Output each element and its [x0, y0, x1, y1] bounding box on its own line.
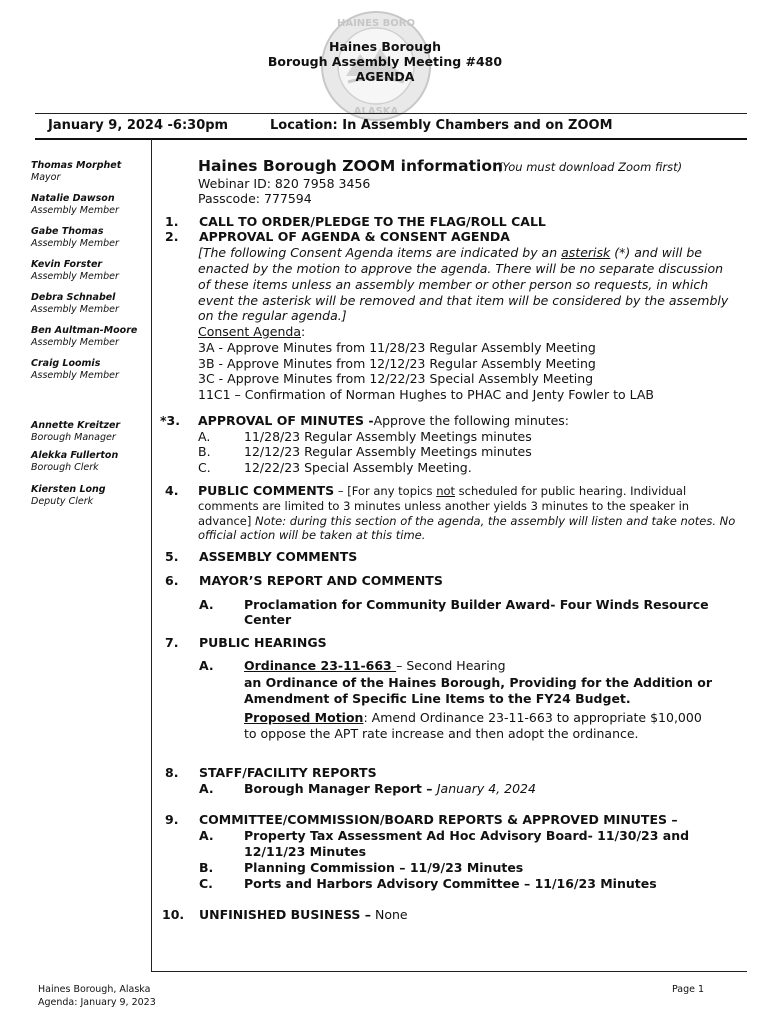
- member-title: Assembly Member: [31, 304, 119, 315]
- zoom-title: Haines Borough ZOOM information: [198, 157, 504, 175]
- ordinance-line: [244, 658, 506, 674]
- minutes-item: 11/28/23 Regular Assembly Meetings minutes: [244, 429, 532, 444]
- footer-page-number: Page 1: [672, 984, 705, 995]
- member-title: Assembly Member: [31, 370, 119, 381]
- member-name: Alekka Fullerton: [31, 450, 119, 461]
- ordinance-title-line: an Ordinance of the Haines Borough, Providing for the Addition or: [244, 675, 713, 690]
- ordinance-number: Ordinance 23-11-663: [244, 658, 397, 673]
- text: – Second Hearing: [396, 658, 506, 673]
- item-number: 9.: [165, 812, 179, 827]
- minutes-letter: C.: [198, 460, 211, 475]
- item-title: PUBLIC COMMENTS: [198, 483, 335, 498]
- item-title: CALL TO ORDER/PLEDGE TO THE FLAG/ROLL CALL: [199, 214, 546, 229]
- member-name: Craig Loomis: [31, 358, 101, 369]
- minutes-letter: B.: [198, 444, 211, 459]
- sub-letter: A.: [199, 658, 214, 673]
- top-rule: [35, 113, 747, 114]
- text: scheduled for public hearing. Individual: [455, 484, 687, 498]
- header-meeting: Borough Assembly Meeting #480: [267, 54, 503, 69]
- ordinance-title-line: Amendment of Specific Line Items to the FY24 Budget.: [244, 691, 631, 706]
- member-name: Natalie Dawson: [31, 193, 115, 204]
- member-name: Thomas Morphet: [31, 160, 122, 171]
- member-title: Assembly Member: [31, 238, 119, 249]
- zoom-note: (You must download Zoom first): [498, 160, 683, 174]
- member-name: Gabe Thomas: [31, 226, 104, 237]
- minutes-letter: A.: [198, 429, 211, 444]
- sub-letter: A.: [199, 781, 214, 796]
- member-title: Assembly Member: [31, 337, 119, 348]
- meeting-date: January 9, 2024 -6:30pm: [48, 118, 229, 133]
- text: : Amend Ordinance 23-11-663 to appropriate $10,000: [363, 710, 702, 725]
- consent-item: 3A - Approve Minutes from 11/28/23 Regular Assembly Meeting: [198, 340, 596, 355]
- consent-description: [198, 245, 702, 261]
- consent-item: 11C1 – Confirmation of Norman Hughes to PHAC and Jenty Fowler to LAB: [198, 387, 654, 402]
- member-name: Ben Aultman-Moore: [31, 325, 138, 336]
- proclamation-line: Center: [244, 612, 292, 627]
- member-title: Borough Clerk: [31, 462, 99, 473]
- bottom-rule: [151, 971, 747, 972]
- zoom-webinar-id: Webinar ID: 820 7958 3456: [198, 176, 371, 191]
- item-number: 1.: [165, 214, 179, 229]
- item-number: *3.: [160, 413, 180, 428]
- consent-description-line: of these items unless an assembly member or other person so requests, in which: [198, 277, 709, 292]
- item-number: 8.: [165, 765, 179, 780]
- public-comments-line: [198, 483, 686, 499]
- item-title: UNFINISHED BUSINESS –: [199, 907, 372, 922]
- svg-text:HAINES BORO: HAINES BORO: [336, 18, 416, 29]
- item-number: 7.: [165, 635, 179, 650]
- item-title: MAYOR’S REPORT AND COMMENTS: [199, 573, 443, 588]
- item-title: APPROVAL OF MINUTES -: [198, 413, 374, 428]
- member-title: Mayor: [31, 172, 61, 183]
- header-rule: [35, 138, 747, 140]
- proposed-motion-line: [244, 710, 702, 726]
- note-text: Note: during this section of the agenda, the assembly will listen and take notes. No: [255, 514, 736, 528]
- item-number: 4.: [165, 483, 179, 498]
- member-name: Kevin Forster: [31, 259, 103, 270]
- member-title: Deputy Clerk: [31, 496, 94, 507]
- public-comments-line: comments are limited to 3 minutes unless another yields 3 minutes to the speaker in: [198, 499, 690, 513]
- desc-text: (*) and will be: [610, 245, 702, 260]
- committee-report: Ports and Harbors Advisory Committee – 11/16/23 Minutes: [244, 876, 657, 891]
- zoom-passcode: Passcode: 777594: [198, 191, 312, 206]
- consent-description-line: on the regular agenda.]: [198, 308, 347, 323]
- item-number: 10.: [162, 907, 185, 922]
- item-title: APPROVAL OF AGENDA & CONSENT AGENDA: [199, 229, 510, 244]
- report-title: Borough Manager Report –: [244, 781, 437, 796]
- proclamation-line: Proclamation for Community Builder Award- Four Winds Resource: [244, 597, 709, 612]
- minutes-item: 12/22/23 Special Assembly Meeting.: [244, 460, 472, 475]
- item-title: COMMITTEE/COMMISSION/BOARD REPORTS & APPROVED MINUTES –: [199, 812, 678, 827]
- member-name: Debra Schnabel: [31, 292, 116, 303]
- consent-description-line: event the asterisk will be removed and that item will be considered by the assembly: [198, 293, 729, 308]
- text: – [For any topics: [334, 484, 437, 498]
- member-title: Assembly Member: [31, 205, 119, 216]
- item-rest: Approve the following minutes:: [373, 413, 570, 428]
- sub-letter: A.: [199, 597, 214, 612]
- svg-text:ALASKA: ALASKA: [353, 106, 399, 117]
- member-title: Borough Manager: [31, 432, 116, 443]
- desc-asterisk-word: asterisk: [561, 245, 611, 260]
- not-word: not: [436, 484, 456, 498]
- consent-description-line: enacted by the motion to approve the agenda. There will be no separate discussion: [198, 261, 724, 276]
- item-number: 2.: [165, 229, 179, 244]
- item-number: 6.: [165, 573, 179, 588]
- consent-item: 3C - Approve Minutes from 12/22/23 Special Assembly Meeting: [198, 371, 594, 386]
- report-date: January 4, 2024: [436, 781, 536, 796]
- item-title-line: [198, 413, 569, 429]
- public-comments-line: official action will be taken at this time.: [198, 528, 426, 542]
- item-rest: None: [371, 907, 408, 922]
- member-title: Assembly Member: [31, 271, 119, 282]
- minutes-item: 12/12/23 Regular Assembly Meetings minutes: [244, 444, 532, 459]
- sub-letter: A.: [199, 828, 214, 843]
- consent-label: Consent Agenda: [198, 324, 301, 339]
- text: advance]: [198, 514, 256, 528]
- manager-report-line: [244, 781, 536, 797]
- item-number: 5.: [165, 549, 179, 564]
- item-title: STAFF/FACILITY REPORTS: [199, 765, 377, 780]
- item-title: PUBLIC HEARINGS: [199, 635, 327, 650]
- meeting-location: Location: In Assembly Chambers and on ZOOM: [270, 118, 613, 133]
- item-title: ASSEMBLY COMMENTS: [199, 549, 358, 564]
- proposed-motion-label: Proposed Motion: [244, 710, 364, 725]
- sub-letter: B.: [199, 860, 214, 875]
- sub-letter: C.: [199, 876, 213, 891]
- header-title: Haines Borough: [329, 39, 441, 54]
- header-agenda: AGENDA: [355, 69, 415, 84]
- colon: :: [301, 324, 306, 339]
- consent-item: 3B - Approve Minutes from 12/12/23 Regular Assembly Meeting: [198, 356, 596, 371]
- desc-text: [The following Consent Agenda items are indicated by an: [198, 245, 562, 260]
- item-title-line: [199, 907, 408, 923]
- footer-agenda-date: Agenda: January 9, 2023: [38, 997, 156, 1008]
- footer-location: Haines Borough, Alaska: [38, 984, 151, 995]
- member-name: Kiersten Long: [31, 484, 106, 495]
- sidebar-divider: [151, 139, 152, 971]
- committee-report: 12/11/23 Minutes: [244, 844, 367, 859]
- committee-report: Property Tax Assessment Ad Hoc Advisory Board- 11/30/23 and: [244, 828, 690, 843]
- member-name: Annette Kreitzer: [31, 420, 121, 431]
- committee-report: Planning Commission – 11/9/23 Minutes: [244, 860, 524, 875]
- proposed-motion-line: to oppose the APT rate increase and then adopt the ordinance.: [244, 726, 639, 741]
- consent-agenda-label: [198, 324, 305, 340]
